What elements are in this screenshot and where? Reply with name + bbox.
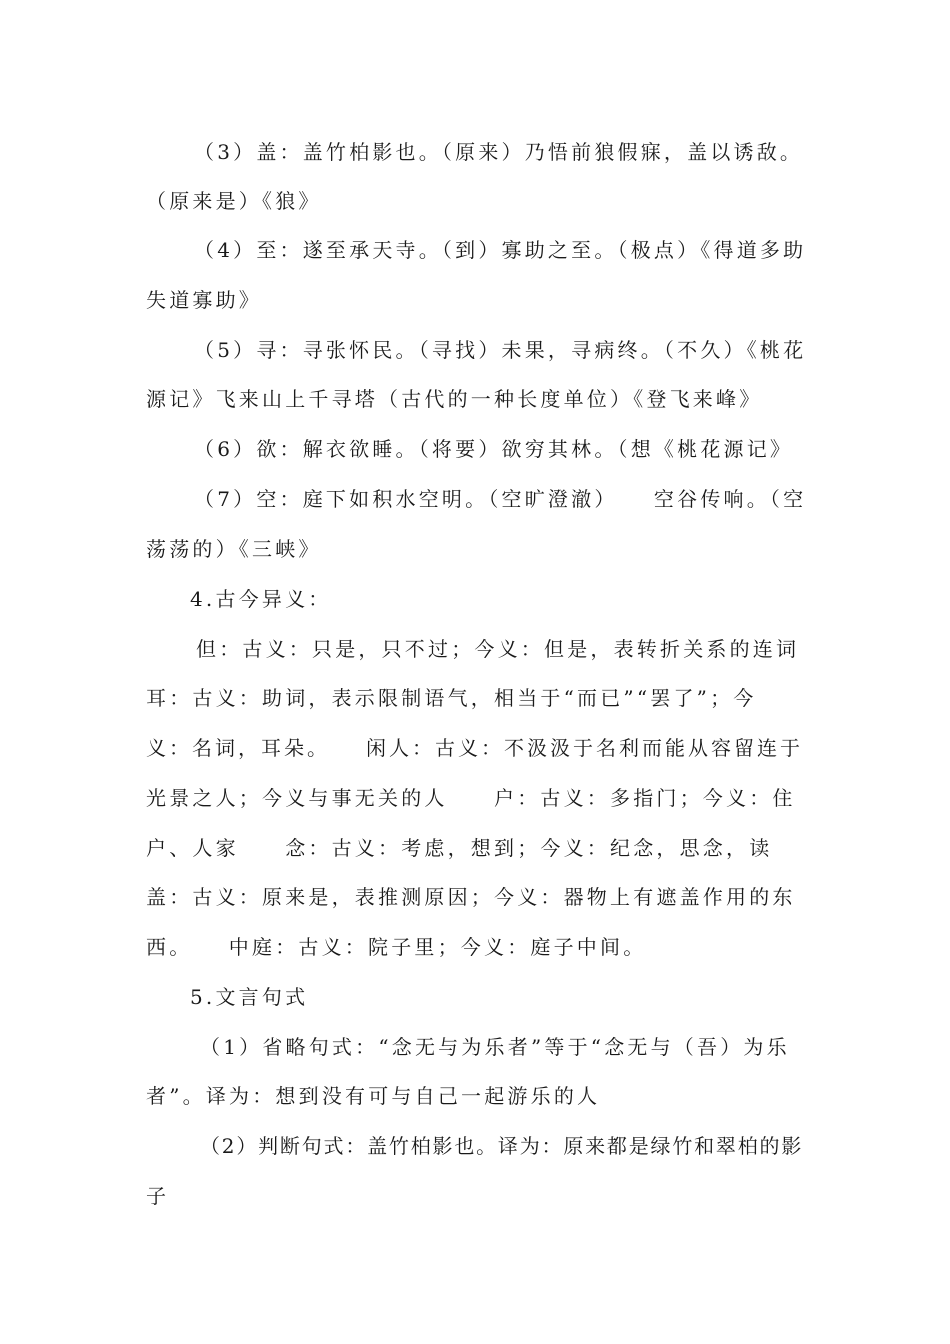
text-line: 但：古义：只是，只不过；今义：但是，表转折关系的连词 <box>196 637 800 661</box>
section-heading: 5.文言句式 <box>190 985 309 1009</box>
text-line: 子 <box>146 1184 170 1208</box>
text-line: （5）寻：寻张怀民。（寻找）未果，寻病终。（不久）《桃花 <box>194 338 807 362</box>
text-line: 失道寡助》 <box>146 288 262 312</box>
text-line: 盖：古义：原来是，表推测原因；今义：器物上有遮盖作用的东 <box>146 885 796 909</box>
text-line: （6）欲：解衣欲睡。（将要）欲穷其林。（想《桃花源记》 <box>194 437 794 461</box>
text-line: （3）盖：盖竹柏影也。（原来）乃悟前狼假寐，盖以诱敌。 <box>194 140 804 164</box>
text-line: 户、人家 念：古义：考虑，想到；今义：纪念，思念，读 <box>146 836 773 860</box>
section-heading: 4.古今异义： <box>190 587 332 611</box>
text-line: 义：名词，耳朵。 闲人：古义：不汲汲于名利而能从容留连于 <box>146 736 803 760</box>
text-line: （7）空：庭下如积水空明。（空旷澄澈） 空谷传响。（空 <box>194 487 807 511</box>
text-line: 荡荡的）《三峡》 <box>146 537 322 561</box>
text-line: 西。 中庭：古义：院子里；今义：庭子中间。 <box>146 935 647 959</box>
text-line: （4）至：遂至承天寺。（到）寡助之至。（极点）《得道多助 <box>194 238 807 262</box>
text-line: （1）省略句式：“念无与为乐者”等于“念无与（吾）为乐 <box>200 1035 790 1059</box>
text-line: （原来是）《狼》 <box>146 189 322 213</box>
text-line: （2）判断句式：盖竹柏影也。译为：原来都是绿竹和翠柏的影 <box>200 1134 804 1158</box>
text-line: 源记》飞来山上千寻塔（古代的一种长度单位）《登飞来峰》 <box>146 387 763 411</box>
text-line: 光景之人；今义与事无关的人 户：古义：多指门；今义：住 <box>146 786 796 810</box>
text-line: 者”。译为：想到没有可与自己一起游乐的人 <box>146 1084 601 1108</box>
text-line: 耳：古义：助词，表示限制语气，相当于“而已”“罢了”；今 <box>146 686 757 710</box>
